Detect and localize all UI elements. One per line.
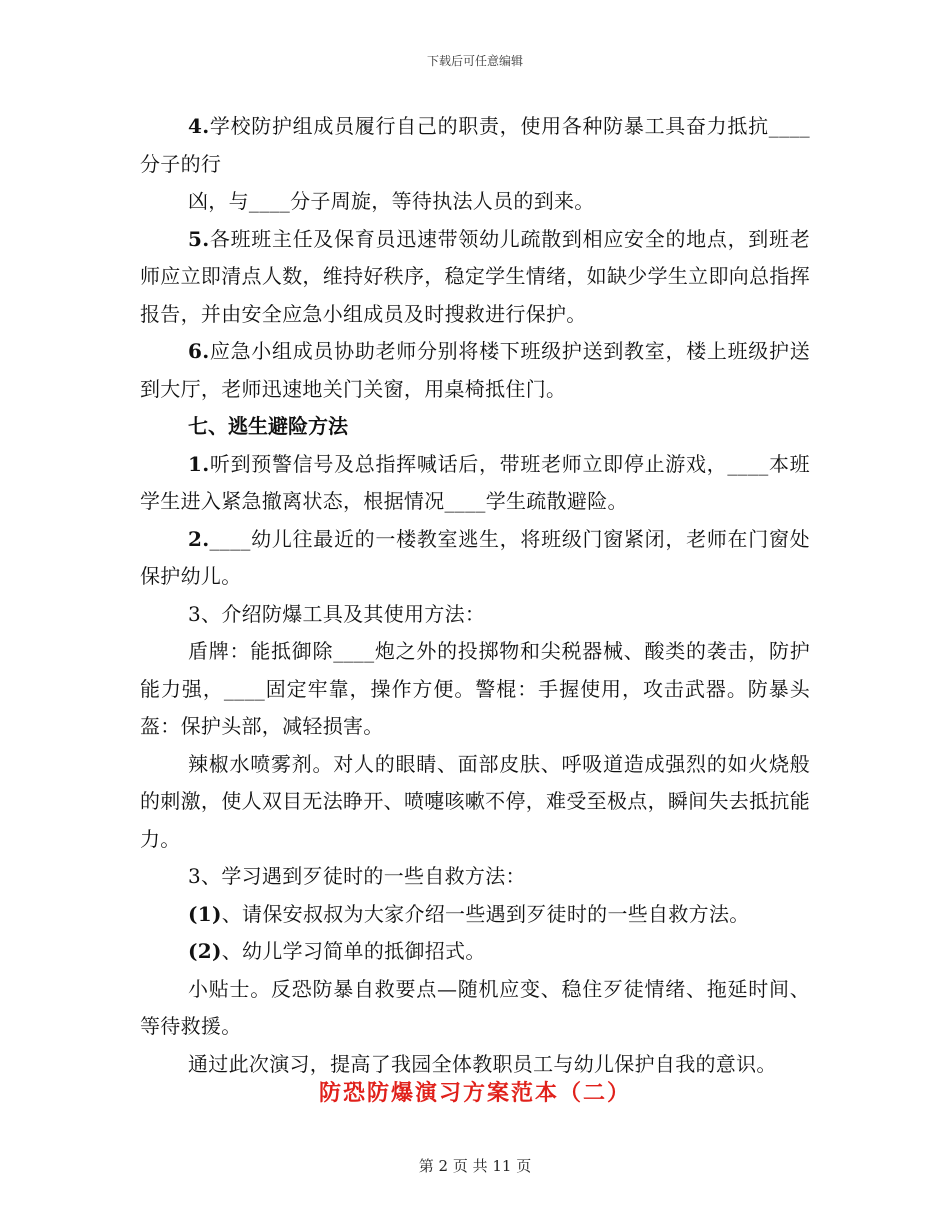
paragraph-text: 通过此次演习，提高了我园全体教职员工与幼儿保护自我的意识。 (188, 1051, 777, 1076)
paragraph-text: 3、学习遇到歹徒时的一些自救方法： (188, 864, 526, 888)
paragraph-tips (140, 971, 810, 1046)
item-number: 6. (188, 339, 210, 363)
paragraph-escape-2 (140, 521, 810, 596)
paragraph-6 (140, 333, 810, 408)
item-number: 5. (188, 226, 210, 251)
paragraph-text: 3、介绍防爆工具及其使用方法： (188, 601, 486, 626)
paragraph-5 (140, 221, 810, 334)
item-number: (2) (188, 939, 222, 963)
paragraph-text: 各班班主任及保育员迅速带领幼儿疏散到相应安全的地点，到班老师应立即清点人数，维持好秩序，稳定学生情绪，如缺少学生立即向总指挥报告，并由安全应急小组成员及时搜救进行保护。 (140, 226, 810, 326)
paragraph-pepper-spray (140, 746, 810, 859)
paragraph-text: 小贴士。反恐防暴自救要点—随机应变、稳住歹徒情绪、拖延时间、等待救援。 (140, 976, 810, 1038)
paragraph-text: 辣椒水喷雾剂。对人的眼睛、面部皮肤、呼吸道造成强烈的如火烧般的刺激，使人双目无法睁开、喷嚏咳嗽不停，难受至极点，瞬间失去抵抗能力。 (140, 751, 810, 851)
paragraph-tools-intro (140, 596, 810, 634)
paragraph-escape-1 (140, 446, 810, 521)
paragraph-text: 凶，与____分子周旋，等待执法人员的到来。 (188, 189, 595, 213)
paragraph-4-cont (140, 183, 810, 221)
paragraph-text: 、幼儿学习简单的抵御招式。 (221, 939, 486, 963)
paragraph-text: 应急小组成员协助老师分别将楼下班级护送到教室，楼上班级护送到大厅，老师迅速地关门关窗，用桌椅抵住门。 (140, 339, 810, 401)
paragraph-shield (140, 633, 810, 746)
paragraph-text: 盾牌：能抵御除____炮之外的投掷物和尖税器械、酸类的袭击，防护能力强，____固定牢靠，操作方便。警棍：手握使用，攻击武器。防暴头盔：保护头部，减轻损害。 (140, 639, 810, 738)
section-title: 防恐防爆演习方案范本（二） (318, 1081, 631, 1106)
page-header: 下载后可任意编辑 (426, 54, 523, 68)
paragraph-text: 学校防护组成员履行自己的职责，使用各种防暴工具奋力抵抗____分子的行 (140, 114, 810, 176)
paragraph-item-1 (140, 896, 810, 934)
section-heading-7: 七、逃生避险方法 (188, 414, 348, 438)
paragraph-text: ____幼儿往最近的一楼教室逃生，将班级门窗紧闭，老师在门窗处保护幼儿。 (140, 526, 810, 588)
paragraph-text: 、请保安叔叔为大家介绍一些遇到歹徒时的一些自救方法。 (221, 901, 750, 926)
item-number: 1. (188, 451, 210, 476)
paragraph-4 (140, 108, 810, 183)
paragraph-text: 听到预警信号及总指挥喊话后，带班老师立即停止游戏，____本班学生进入紧急撤离状态，根据情况____学生疏散避险。 (140, 451, 810, 513)
item-number: 4. (188, 114, 210, 138)
item-number: (1) (188, 901, 222, 926)
document-body (140, 108, 810, 1083)
paragraph-self-rescue (140, 858, 810, 896)
paragraph-item-2 (140, 933, 810, 971)
page-footer: 第 2 页 共 11 页 (418, 1157, 532, 1175)
item-number: 2. (188, 526, 210, 551)
